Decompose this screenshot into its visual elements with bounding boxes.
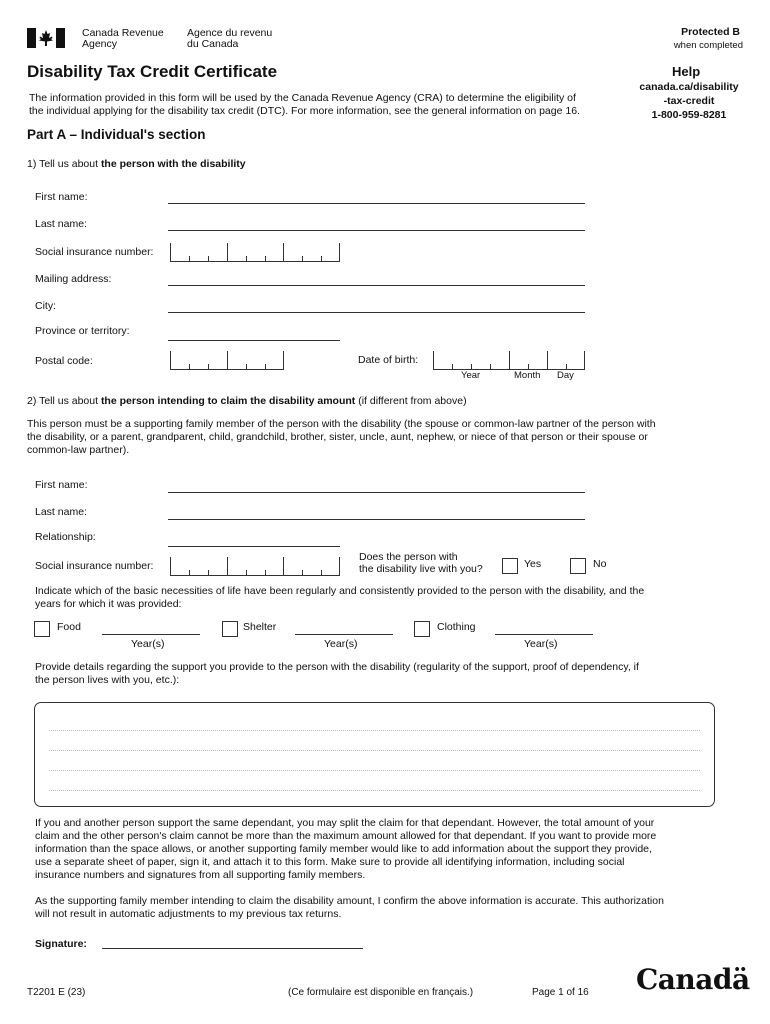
clothing-years-label: Year(s) (524, 638, 558, 650)
split-line1: If you and another person support the same dependant, you may split the claim for that dependant. However, the total amount of your (35, 817, 655, 829)
shelter-years-field[interactable] (295, 634, 393, 635)
details-paragraph (35, 661, 639, 687)
last-name-label: Last name: (35, 218, 87, 230)
split-line4: use a separate sheet of paper, sign it, and attach it to this form. Make sure to provide all identifying information, including social (35, 856, 625, 868)
split-claim-paragraph (35, 817, 656, 882)
confirm-paragraph (35, 895, 664, 921)
confirm-line1: As the supporting family member intending to claim the disability amount, I confirm the above information is accurate. This authorization (35, 895, 664, 907)
q2-bold: the person intending to claim the disability amount (100, 395, 356, 407)
province-field[interactable] (168, 340, 340, 341)
claimant-last-name-field[interactable] (168, 519, 585, 520)
dob-month-label: Month (514, 370, 541, 381)
intro-line2: the individual applying for the disability tax credit (DTC). For more information, see the general information on page 16. (29, 105, 580, 117)
supporting-member-paragraph (27, 418, 656, 457)
live-with-yes-checkbox[interactable] (502, 558, 518, 574)
mailing-address-label: Mailing address: (35, 273, 112, 285)
help-phone: 1-800-959-8281 (651, 109, 727, 121)
dept-fr-line2: du Canada (187, 38, 239, 50)
necessities-line2: years for which it was provided: (35, 598, 182, 610)
q1-prefix: 1) Tell us about (27, 158, 101, 170)
first-name-field[interactable] (168, 203, 585, 204)
split-line5: insurance numbers and signatures from all supporting family members. (35, 869, 366, 881)
city-field[interactable] (168, 312, 585, 313)
sin-field[interactable] (170, 243, 340, 262)
dept-en-line1: Canada Revenue (82, 27, 164, 39)
q1-bold: the person with the disability (100, 158, 246, 170)
food-years-label: Year(s) (131, 638, 165, 650)
help-title: Help (672, 64, 701, 79)
canada-wordmark-logo: Canadä (636, 963, 750, 996)
french-availability-note: (Ce formulaire est disponible en français.) (288, 987, 474, 998)
dept-fr-line1: Agence du revenu (187, 27, 273, 39)
postal-code-field[interactable] (170, 351, 284, 370)
help-box (629, 80, 749, 122)
postal-code-label: Postal code: (35, 355, 93, 367)
date-of-birth-field[interactable] (433, 351, 585, 370)
food-label: Food (57, 621, 81, 633)
relationship-field[interactable] (168, 546, 340, 547)
confirm-line2: will not result in automatic adjustments to my previous tax returns. (35, 908, 342, 920)
dob-day-label: Day (557, 370, 574, 381)
supporting-line1: This person must be a supporting family member of the person with the disability (the spouse or common-law partner of the person with (27, 418, 656, 430)
signature-label: Signature: (35, 938, 87, 950)
part-a-title: Part A – Individual's section (27, 127, 206, 142)
live-with-question (359, 551, 483, 575)
necessities-line1: Indicate which of the basic necessities of life have been regularly and consistently provided to the person with the disability, and the (35, 585, 645, 597)
claimant-last-name-label: Last name: (35, 506, 87, 518)
live-with-line1: Does the person with (359, 551, 458, 563)
sin-label: Social insurance number: (35, 246, 154, 258)
clothing-label: Clothing (437, 621, 476, 633)
yes-label: Yes (524, 558, 542, 570)
form-id: T2201 E (23) (27, 987, 86, 998)
shelter-years-label: Year(s) (324, 638, 358, 650)
support-details-textarea[interactable] (34, 702, 715, 807)
clothing-years-field[interactable] (495, 634, 593, 635)
necessities-paragraph (35, 585, 644, 611)
food-years-field[interactable] (102, 634, 200, 635)
claimant-first-name-label: First name: (35, 479, 88, 491)
first-name-label: First name: (35, 191, 88, 203)
q1-heading (27, 158, 246, 170)
intro-paragraph (29, 92, 580, 118)
dept-en-line2: Agency (82, 38, 118, 50)
help-url-line1[interactable]: canada.ca/disability (639, 81, 739, 93)
protected-note: when completed (673, 40, 743, 51)
signature-field[interactable] (102, 948, 363, 949)
q2-prefix: 2) Tell us about (27, 395, 101, 407)
department-name-en (82, 28, 164, 50)
supporting-line3: common-law partner). (27, 444, 130, 456)
clothing-checkbox[interactable] (414, 621, 430, 637)
page-number: Page 1 of 16 (532, 987, 589, 998)
form-title: Disability Tax Credit Certificate (27, 62, 278, 81)
no-label: No (593, 558, 607, 570)
details-line1: Provide details regarding the support you provide to the person with the disability (regularity of the support, proof of dependency, if (35, 661, 639, 673)
last-name-field[interactable] (168, 230, 585, 231)
date-of-birth-label: Date of birth: (358, 354, 419, 366)
q2-suffix: (if different from above) (355, 395, 467, 407)
live-with-line2: the disability live with you? (359, 563, 483, 575)
supporting-line2: the disability, or a parent, grandparent, child, grandchild, brother, sister, uncle, aunt, nephew, or niece of that person or their spouse or (27, 431, 648, 443)
live-with-no-checkbox[interactable] (570, 558, 586, 574)
canada-flag-icon (27, 28, 65, 48)
shelter-label: Shelter (243, 621, 277, 633)
province-label: Province or territory: (35, 325, 130, 337)
city-label: City: (35, 300, 56, 312)
claimant-first-name-field[interactable] (168, 492, 585, 493)
claimant-sin-label: Social insurance number: (35, 560, 154, 572)
protected-label: Protected B (681, 26, 740, 38)
help-url-line2[interactable]: -tax-credit (663, 95, 715, 107)
mailing-address-field[interactable] (168, 285, 585, 286)
intro-line1: The information provided in this form will be used by the Canada Revenue Agency (CRA) to determine the eligibility of (29, 92, 576, 104)
relationship-label: Relationship: (35, 531, 96, 543)
dob-year-label: Year (461, 370, 481, 381)
split-line3: information than the space allows, or another supporting family member would like to add information about the support they provide, (35, 843, 652, 855)
details-line2: the person lives with you, etc.): (35, 674, 180, 686)
claimant-sin-field[interactable] (170, 557, 340, 576)
q2-heading (27, 395, 467, 407)
split-line2: claim and the other person's claim cannot be more than the maximum amount allowed for that dependant. If you want to provide more (35, 830, 657, 842)
department-name-fr (187, 28, 272, 50)
food-checkbox[interactable] (34, 621, 50, 637)
shelter-checkbox[interactable] (222, 621, 238, 637)
